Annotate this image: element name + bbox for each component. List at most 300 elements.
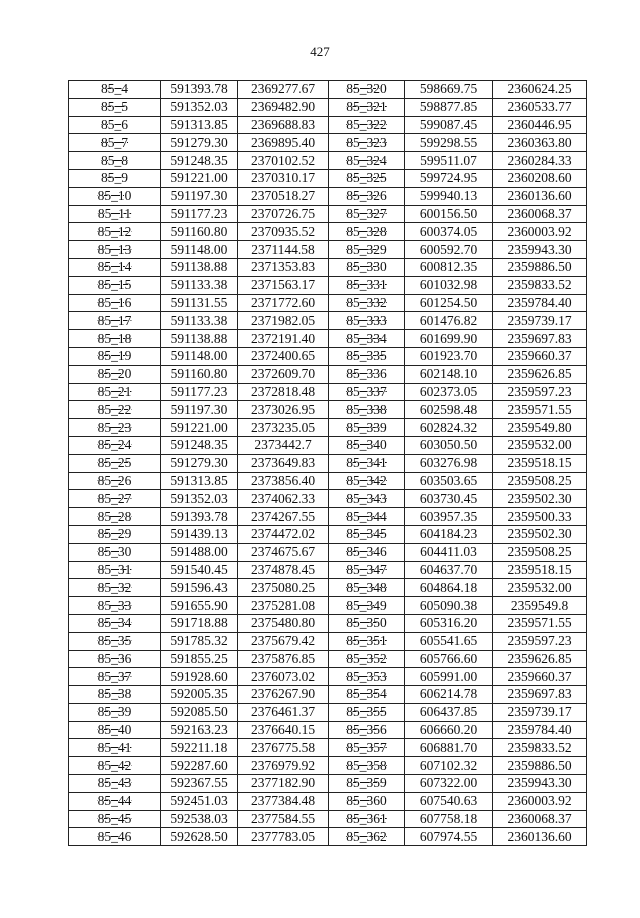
point-id-right: 85_321 — [329, 98, 405, 116]
x-coordinate-right: 607974.55 — [405, 828, 493, 846]
point-id-right: 85_334 — [329, 330, 405, 348]
x-coordinate-left: 591313.85 — [161, 472, 238, 490]
y-coordinate-left: 2375480.80 — [238, 614, 329, 632]
x-coordinate-left: 591928.60 — [161, 668, 238, 686]
x-coordinate-right: 603050.50 — [405, 436, 493, 454]
y-coordinate-left: 2372191.40 — [238, 330, 329, 348]
y-coordinate-left: 2372400.65 — [238, 347, 329, 365]
x-coordinate-left: 591248.35 — [161, 436, 238, 454]
x-coordinate-left: 591352.03 — [161, 98, 238, 116]
point-id-right: 85_332 — [329, 294, 405, 312]
y-coordinate-left: 2373235.05 — [238, 419, 329, 437]
x-coordinate-right: 601923.70 — [405, 347, 493, 365]
point-id-right: 85_354 — [329, 686, 405, 704]
point-id-left: 85_43 — [69, 775, 161, 793]
y-coordinate-left: 2377584.55 — [238, 810, 329, 828]
point-id-left: 85_19 — [69, 347, 161, 365]
x-coordinate-left: 592628.50 — [161, 828, 238, 846]
y-coordinate-left: 2371772.60 — [238, 294, 329, 312]
point-id-left: 85_9 — [69, 169, 161, 187]
x-coordinate-right: 602598.48 — [405, 401, 493, 419]
y-coordinate-left: 2371353.83 — [238, 258, 329, 276]
y-coordinate-right: 2360068.37 — [493, 205, 587, 223]
point-id-left: 85_29 — [69, 525, 161, 543]
y-coordinate-right: 2359886.50 — [493, 757, 587, 775]
table-row — [69, 116, 587, 134]
table-row — [69, 365, 587, 383]
y-coordinate-right: 2360284.33 — [493, 152, 587, 170]
y-coordinate-right: 2359697.83 — [493, 686, 587, 704]
table-row — [69, 312, 587, 330]
x-coordinate-right: 603730.45 — [405, 490, 493, 508]
x-coordinate-left: 592451.03 — [161, 792, 238, 810]
point-id-left: 85_6 — [69, 116, 161, 134]
y-coordinate-left: 2374878.45 — [238, 561, 329, 579]
point-id-left: 85_33 — [69, 597, 161, 615]
point-id-right: 85_358 — [329, 757, 405, 775]
x-coordinate-left: 591221.00 — [161, 169, 238, 187]
point-id-left: 85_28 — [69, 508, 161, 526]
table-row — [69, 98, 587, 116]
point-id-left: 85_27 — [69, 490, 161, 508]
coordinate-table-body — [69, 81, 587, 846]
point-id-right: 85_362 — [329, 828, 405, 846]
table-row — [69, 169, 587, 187]
y-coordinate-right: 2359597.23 — [493, 383, 587, 401]
x-coordinate-right: 607540.63 — [405, 792, 493, 810]
x-coordinate-right: 604864.18 — [405, 579, 493, 597]
point-id-right: 85_356 — [329, 721, 405, 739]
table-row — [69, 775, 587, 793]
y-coordinate-right: 2360068.37 — [493, 810, 587, 828]
table-row — [69, 241, 587, 259]
x-coordinate-left: 591279.30 — [161, 454, 238, 472]
y-coordinate-right: 2360003.92 — [493, 792, 587, 810]
point-id-left: 85_46 — [69, 828, 161, 846]
x-coordinate-left: 591855.25 — [161, 650, 238, 668]
point-id-right: 85_333 — [329, 312, 405, 330]
table-row — [69, 419, 587, 437]
point-id-right: 85_336 — [329, 365, 405, 383]
point-id-left: 85_32 — [69, 579, 161, 597]
y-coordinate-left: 2376979.92 — [238, 757, 329, 775]
table-row — [69, 703, 587, 721]
point-id-right: 85_357 — [329, 739, 405, 757]
x-coordinate-right: 604184.23 — [405, 525, 493, 543]
point-id-left: 85_4 — [69, 81, 161, 99]
y-coordinate-right: 2359549.8 — [493, 597, 587, 615]
point-id-left: 85_40 — [69, 721, 161, 739]
x-coordinate-left: 591393.78 — [161, 81, 238, 99]
table-row — [69, 614, 587, 632]
y-coordinate-right: 2359660.37 — [493, 668, 587, 686]
x-coordinate-left: 592538.03 — [161, 810, 238, 828]
x-coordinate-left: 591596.43 — [161, 579, 238, 597]
x-coordinate-left: 591160.80 — [161, 365, 238, 383]
x-coordinate-left: 591540.45 — [161, 561, 238, 579]
point-id-left: 85_15 — [69, 276, 161, 294]
y-coordinate-left: 2369277.67 — [238, 81, 329, 99]
point-id-left: 85_30 — [69, 543, 161, 561]
y-coordinate-right: 2359626.85 — [493, 650, 587, 668]
x-coordinate-right: 605316.20 — [405, 614, 493, 632]
y-coordinate-right: 2360208.60 — [493, 169, 587, 187]
point-id-left: 85_14 — [69, 258, 161, 276]
y-coordinate-left: 2369482.90 — [238, 98, 329, 116]
x-coordinate-right: 606214.78 — [405, 686, 493, 704]
x-coordinate-right: 607758.18 — [405, 810, 493, 828]
point-id-right: 85_349 — [329, 597, 405, 615]
table-row — [69, 152, 587, 170]
point-id-right: 85_338 — [329, 401, 405, 419]
table-row — [69, 187, 587, 205]
point-id-left: 85_42 — [69, 757, 161, 775]
x-coordinate-right: 602148.10 — [405, 365, 493, 383]
y-coordinate-right: 2359943.30 — [493, 775, 587, 793]
x-coordinate-left: 592287.60 — [161, 757, 238, 775]
y-coordinate-left: 2373856.40 — [238, 472, 329, 490]
table-row — [69, 276, 587, 294]
x-coordinate-left: 591148.00 — [161, 347, 238, 365]
table-row — [69, 525, 587, 543]
point-id-right: 85_331 — [329, 276, 405, 294]
point-id-right: 85_359 — [329, 775, 405, 793]
x-coordinate-left: 591655.90 — [161, 597, 238, 615]
table-row — [69, 454, 587, 472]
x-coordinate-left: 592367.55 — [161, 775, 238, 793]
point-id-right: 85_351 — [329, 632, 405, 650]
point-id-left: 85_25 — [69, 454, 161, 472]
x-coordinate-left: 591197.30 — [161, 401, 238, 419]
y-coordinate-left: 2370102.52 — [238, 152, 329, 170]
table-row — [69, 792, 587, 810]
point-id-left: 85_31 — [69, 561, 161, 579]
x-coordinate-right: 599724.95 — [405, 169, 493, 187]
y-coordinate-right: 2360003.92 — [493, 223, 587, 241]
point-id-left: 85_36 — [69, 650, 161, 668]
y-coordinate-right: 2359502.30 — [493, 525, 587, 543]
point-id-left: 85_21 — [69, 383, 161, 401]
table-row — [69, 739, 587, 757]
y-coordinate-right: 2359500.33 — [493, 508, 587, 526]
point-id-right: 85_348 — [329, 579, 405, 597]
y-coordinate-left: 2374267.55 — [238, 508, 329, 526]
x-coordinate-right: 604411.03 — [405, 543, 493, 561]
y-coordinate-right: 2359833.52 — [493, 276, 587, 294]
point-id-right: 85_342 — [329, 472, 405, 490]
page-number: 427 — [310, 44, 330, 59]
x-coordinate-right: 602373.05 — [405, 383, 493, 401]
x-coordinate-left: 591148.00 — [161, 241, 238, 259]
point-id-right: 85_341 — [329, 454, 405, 472]
table-row — [69, 810, 587, 828]
y-coordinate-right: 2359833.52 — [493, 739, 587, 757]
y-coordinate-left: 2371144.58 — [238, 241, 329, 259]
x-coordinate-right: 600592.70 — [405, 241, 493, 259]
y-coordinate-right: 2359943.30 — [493, 241, 587, 259]
y-coordinate-right: 2360136.60 — [493, 828, 587, 846]
y-coordinate-left: 2376267.90 — [238, 686, 329, 704]
table-row — [69, 330, 587, 348]
coordinate-table — [68, 80, 587, 846]
table-row — [69, 757, 587, 775]
x-coordinate-left: 591279.30 — [161, 134, 238, 152]
x-coordinate-right: 600812.35 — [405, 258, 493, 276]
x-coordinate-right: 600374.05 — [405, 223, 493, 241]
point-id-right: 85_343 — [329, 490, 405, 508]
y-coordinate-left: 2377384.48 — [238, 792, 329, 810]
x-coordinate-right: 606660.20 — [405, 721, 493, 739]
x-coordinate-right: 606437.85 — [405, 703, 493, 721]
x-coordinate-right: 600156.50 — [405, 205, 493, 223]
y-coordinate-left: 2371563.17 — [238, 276, 329, 294]
point-id-right: 85_360 — [329, 792, 405, 810]
y-coordinate-right: 2360136.60 — [493, 187, 587, 205]
point-id-right: 85_325 — [329, 169, 405, 187]
point-id-left: 85_34 — [69, 614, 161, 632]
y-coordinate-left: 2376775.58 — [238, 739, 329, 757]
point-id-left: 85_16 — [69, 294, 161, 312]
y-coordinate-left: 2370518.27 — [238, 187, 329, 205]
y-coordinate-right: 2359739.17 — [493, 312, 587, 330]
point-id-right: 85_339 — [329, 419, 405, 437]
x-coordinate-left: 591131.55 — [161, 294, 238, 312]
x-coordinate-right: 603503.65 — [405, 472, 493, 490]
point-id-right: 85_330 — [329, 258, 405, 276]
x-coordinate-left: 592211.18 — [161, 739, 238, 757]
table-row — [69, 721, 587, 739]
x-coordinate-left: 591177.23 — [161, 205, 238, 223]
point-id-left: 85_39 — [69, 703, 161, 721]
y-coordinate-right: 2359518.15 — [493, 454, 587, 472]
y-coordinate-left: 2374062.33 — [238, 490, 329, 508]
point-id-right: 85_340 — [329, 436, 405, 454]
point-id-left: 85_18 — [69, 330, 161, 348]
table-row — [69, 401, 587, 419]
y-coordinate-left: 2376073.02 — [238, 668, 329, 686]
y-coordinate-right: 2359518.15 — [493, 561, 587, 579]
point-id-right: 85_361 — [329, 810, 405, 828]
table-row — [69, 579, 587, 597]
point-id-right: 85_352 — [329, 650, 405, 668]
y-coordinate-left: 2375679.42 — [238, 632, 329, 650]
x-coordinate-left: 591138.88 — [161, 258, 238, 276]
table-row — [69, 561, 587, 579]
x-coordinate-left: 591718.88 — [161, 614, 238, 632]
point-id-right: 85_323 — [329, 134, 405, 152]
y-coordinate-left: 2375876.85 — [238, 650, 329, 668]
x-coordinate-right: 599940.13 — [405, 187, 493, 205]
y-coordinate-left: 2373649.83 — [238, 454, 329, 472]
point-id-left: 85_20 — [69, 365, 161, 383]
x-coordinate-right: 605090.38 — [405, 597, 493, 615]
y-coordinate-left: 2372609.70 — [238, 365, 329, 383]
table-row — [69, 205, 587, 223]
table-row — [69, 223, 587, 241]
x-coordinate-right: 601476.82 — [405, 312, 493, 330]
y-coordinate-left: 2369688.83 — [238, 116, 329, 134]
point-id-right: 85_346 — [329, 543, 405, 561]
x-coordinate-left: 591393.78 — [161, 508, 238, 526]
y-coordinate-right: 2359784.40 — [493, 721, 587, 739]
x-coordinate-right: 598669.75 — [405, 81, 493, 99]
x-coordinate-right: 606881.70 — [405, 739, 493, 757]
point-id-right: 85_322 — [329, 116, 405, 134]
x-coordinate-left: 591221.00 — [161, 419, 238, 437]
y-coordinate-right: 2359508.25 — [493, 543, 587, 561]
point-id-left: 85_13 — [69, 241, 161, 259]
point-id-right: 85_355 — [329, 703, 405, 721]
y-coordinate-right: 2359508.25 — [493, 472, 587, 490]
table-row — [69, 686, 587, 704]
x-coordinate-left: 592085.50 — [161, 703, 238, 721]
point-id-left: 85_22 — [69, 401, 161, 419]
y-coordinate-left: 2373026.95 — [238, 401, 329, 419]
point-id-right: 85_337 — [329, 383, 405, 401]
table-row — [69, 650, 587, 668]
point-id-left: 85_10 — [69, 187, 161, 205]
point-id-right: 85_329 — [329, 241, 405, 259]
y-coordinate-right: 2359571.55 — [493, 401, 587, 419]
y-coordinate-right: 2359626.85 — [493, 365, 587, 383]
x-coordinate-left: 592163.23 — [161, 721, 238, 739]
x-coordinate-left: 591138.88 — [161, 330, 238, 348]
x-coordinate-left: 591785.32 — [161, 632, 238, 650]
y-coordinate-left: 2374472.02 — [238, 525, 329, 543]
table-row — [69, 668, 587, 686]
y-coordinate-left: 2377182.90 — [238, 775, 329, 793]
x-coordinate-left: 592005.35 — [161, 686, 238, 704]
table-row — [69, 472, 587, 490]
table-row — [69, 81, 587, 99]
point-id-left: 85_5 — [69, 98, 161, 116]
y-coordinate-right: 2360363.80 — [493, 134, 587, 152]
table-row — [69, 597, 587, 615]
x-coordinate-right: 601254.50 — [405, 294, 493, 312]
table-row — [69, 383, 587, 401]
y-coordinate-right: 2359739.17 — [493, 703, 587, 721]
x-coordinate-left: 591133.38 — [161, 312, 238, 330]
point-id-right: 85_344 — [329, 508, 405, 526]
y-coordinate-left: 2373442.7 — [238, 436, 329, 454]
point-id-left: 85_35 — [69, 632, 161, 650]
table-row — [69, 508, 587, 526]
point-id-right: 85_327 — [329, 205, 405, 223]
point-id-left: 85_8 — [69, 152, 161, 170]
y-coordinate-right: 2360446.95 — [493, 116, 587, 134]
point-id-left: 85_45 — [69, 810, 161, 828]
table-row — [69, 294, 587, 312]
x-coordinate-right: 601699.90 — [405, 330, 493, 348]
point-id-left: 85_23 — [69, 419, 161, 437]
point-id-right: 85_350 — [329, 614, 405, 632]
x-coordinate-right: 603276.98 — [405, 454, 493, 472]
y-coordinate-left: 2377783.05 — [238, 828, 329, 846]
point-id-right: 85_324 — [329, 152, 405, 170]
y-coordinate-left: 2370726.75 — [238, 205, 329, 223]
y-coordinate-left: 2376640.15 — [238, 721, 329, 739]
point-id-left: 85_26 — [69, 472, 161, 490]
x-coordinate-left: 591352.03 — [161, 490, 238, 508]
point-id-left: 85_44 — [69, 792, 161, 810]
table-row — [69, 490, 587, 508]
point-id-left: 85_24 — [69, 436, 161, 454]
x-coordinate-left: 591313.85 — [161, 116, 238, 134]
point-id-right: 85_335 — [329, 347, 405, 365]
point-id-right: 85_353 — [329, 668, 405, 686]
table-row — [69, 347, 587, 365]
point-id-right: 85_328 — [329, 223, 405, 241]
x-coordinate-left: 591439.13 — [161, 525, 238, 543]
table-row — [69, 543, 587, 561]
x-coordinate-right: 598877.85 — [405, 98, 493, 116]
table-row — [69, 828, 587, 846]
x-coordinate-right: 601032.98 — [405, 276, 493, 294]
x-coordinate-right: 599511.07 — [405, 152, 493, 170]
point-id-left: 85_11 — [69, 205, 161, 223]
x-coordinate-left: 591133.38 — [161, 276, 238, 294]
point-id-right: 85_326 — [329, 187, 405, 205]
x-coordinate-right: 605991.00 — [405, 668, 493, 686]
y-coordinate-right: 2359549.80 — [493, 419, 587, 437]
x-coordinate-left: 591488.00 — [161, 543, 238, 561]
point-id-right: 85_345 — [329, 525, 405, 543]
y-coordinate-right: 2359532.00 — [493, 436, 587, 454]
y-coordinate-left: 2375080.25 — [238, 579, 329, 597]
y-coordinate-left: 2371982.05 — [238, 312, 329, 330]
x-coordinate-left: 591248.35 — [161, 152, 238, 170]
y-coordinate-left: 2374675.67 — [238, 543, 329, 561]
x-coordinate-right: 605766.60 — [405, 650, 493, 668]
point-id-left: 85_17 — [69, 312, 161, 330]
x-coordinate-right: 602824.32 — [405, 419, 493, 437]
y-coordinate-left: 2372818.48 — [238, 383, 329, 401]
point-id-left: 85_12 — [69, 223, 161, 241]
y-coordinate-right: 2359784.40 — [493, 294, 587, 312]
x-coordinate-left: 591177.23 — [161, 383, 238, 401]
table-row — [69, 436, 587, 454]
x-coordinate-right: 603957.35 — [405, 508, 493, 526]
y-coordinate-right: 2359597.23 — [493, 632, 587, 650]
y-coordinate-left: 2369895.40 — [238, 134, 329, 152]
y-coordinate-right: 2359502.30 — [493, 490, 587, 508]
y-coordinate-right: 2359697.83 — [493, 330, 587, 348]
y-coordinate-right: 2359532.00 — [493, 579, 587, 597]
x-coordinate-left: 591197.30 — [161, 187, 238, 205]
x-coordinate-right: 607102.32 — [405, 757, 493, 775]
y-coordinate-left: 2370310.17 — [238, 169, 329, 187]
x-coordinate-right: 604637.70 — [405, 561, 493, 579]
y-coordinate-right: 2359886.50 — [493, 258, 587, 276]
y-coordinate-right: 2359571.55 — [493, 614, 587, 632]
y-coordinate-left: 2376461.37 — [238, 703, 329, 721]
point-id-left: 85_37 — [69, 668, 161, 686]
x-coordinate-right: 599298.55 — [405, 134, 493, 152]
x-coordinate-right: 605541.65 — [405, 632, 493, 650]
table-row — [69, 632, 587, 650]
y-coordinate-right: 2359660.37 — [493, 347, 587, 365]
y-coordinate-left: 2370935.52 — [238, 223, 329, 241]
y-coordinate-right: 2360533.77 — [493, 98, 587, 116]
point-id-left: 85_7 — [69, 134, 161, 152]
x-coordinate-left: 591160.80 — [161, 223, 238, 241]
point-id-right: 85_347 — [329, 561, 405, 579]
point-id-right: 85_320 — [329, 81, 405, 99]
point-id-left: 85_38 — [69, 686, 161, 704]
y-coordinate-right: 2360624.25 — [493, 81, 587, 99]
table-row — [69, 134, 587, 152]
x-coordinate-right: 599087.45 — [405, 116, 493, 134]
